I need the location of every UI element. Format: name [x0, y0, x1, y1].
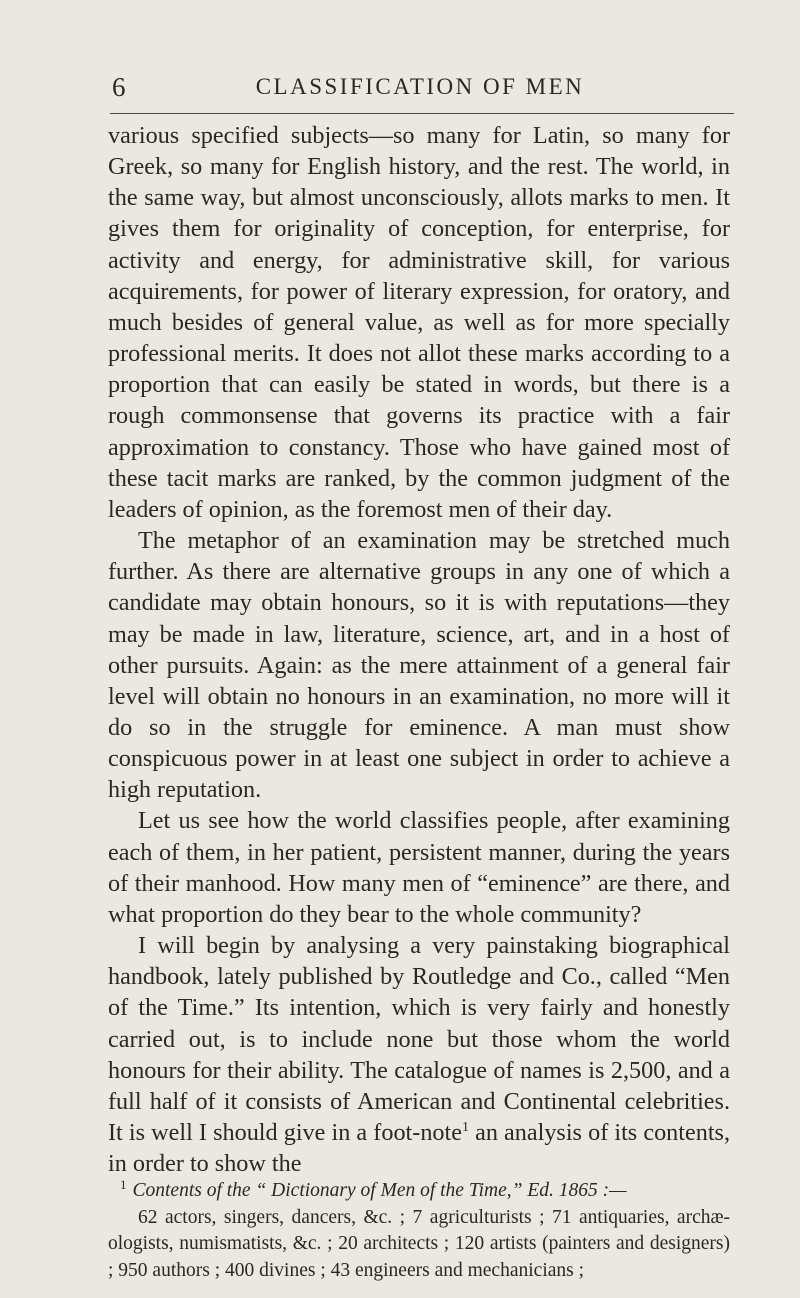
footnote [108, 1178, 730, 1284]
body-text [108, 120, 730, 1179]
footnote-text: 62 actors, singers, dancers, &c. ; 7 agriculturists ; 71 antiquaries, archæologists, numismatists, &c. ; 20 architects ; 120 artists (painters and designers) ; 950 authors ; 400 divines ; 43 engineers and mechanicians ; [108, 1206, 730, 1281]
footnote-reference: 1 [461, 1119, 469, 1135]
footnote-heading [108, 1178, 730, 1205]
paragraph-4-text: I will begin by analysing a very painstaking biographical handbook, lately published by Routledge and Co., called “Men of the Time.” Its intention, which is very fairly and honestly carried out, is to include none but those whom the world honours for their ability. The catalogue of names is 2,500, and a full half of it consists of American and Continental celebrities. It is well I should give in a foot-note [108, 932, 730, 1146]
paragraph-1: various specified subjects—so many for Latin, so many for Greek, so many for English history, and the rest. The world, in the same way, but almost unconsciously, allots marks to men. It gives them for originality of conception, for enterprise, for activity and energy, for administrative skill, for various acquirements, for power of literary expression, for oratory, and much besides of general value, as well as for more specially professional merits. It does not allot these marks according to a proportion that can easily be stated in words, but there is a rough commonsense that governs its practice with a fair approximation to constancy. Those who have gained most of these tacit marks are ranked, by the common judgment of the leaders of opinion, as the foremost men of their day. [108, 122, 730, 523]
paragraph-2: The metaphor of an examination may be stretched much further. As there are alternative groups in any one of which a candidate may obtain honours, so it is with reputations—they may be made in law, literature, science, art, and in a host of other pursuits. Again: as the mere attainment of a general fair level will obtain no honours in an examination, no more will it do so in the struggle for eminence. A man must show conspicuous power in at least one subject in order to achieve a high reputation. [108, 527, 730, 804]
page-number: 6 [112, 72, 126, 102]
paragraph-4-continued: an analysis of its contents, in order to show the [108, 1119, 730, 1178]
footnote-title: Contents of the “ Dictionary of Men of the Time,” Ed. 1865 :— [132, 1180, 627, 1201]
paragraph-4 [108, 930, 730, 1179]
footnote-mark: 1 [120, 1176, 127, 1192]
paragraph-3: Let us see how the world classifies people, after examining each of them, in her patient, persistent manner, during the years of their manhood. How many men of “eminence” are there, and what proportion do they bear to the whole community? [108, 807, 730, 928]
page-header [110, 68, 730, 108]
header-rule [110, 113, 734, 114]
running-head: CLASSIFICATION OF MEN [255, 74, 585, 99]
